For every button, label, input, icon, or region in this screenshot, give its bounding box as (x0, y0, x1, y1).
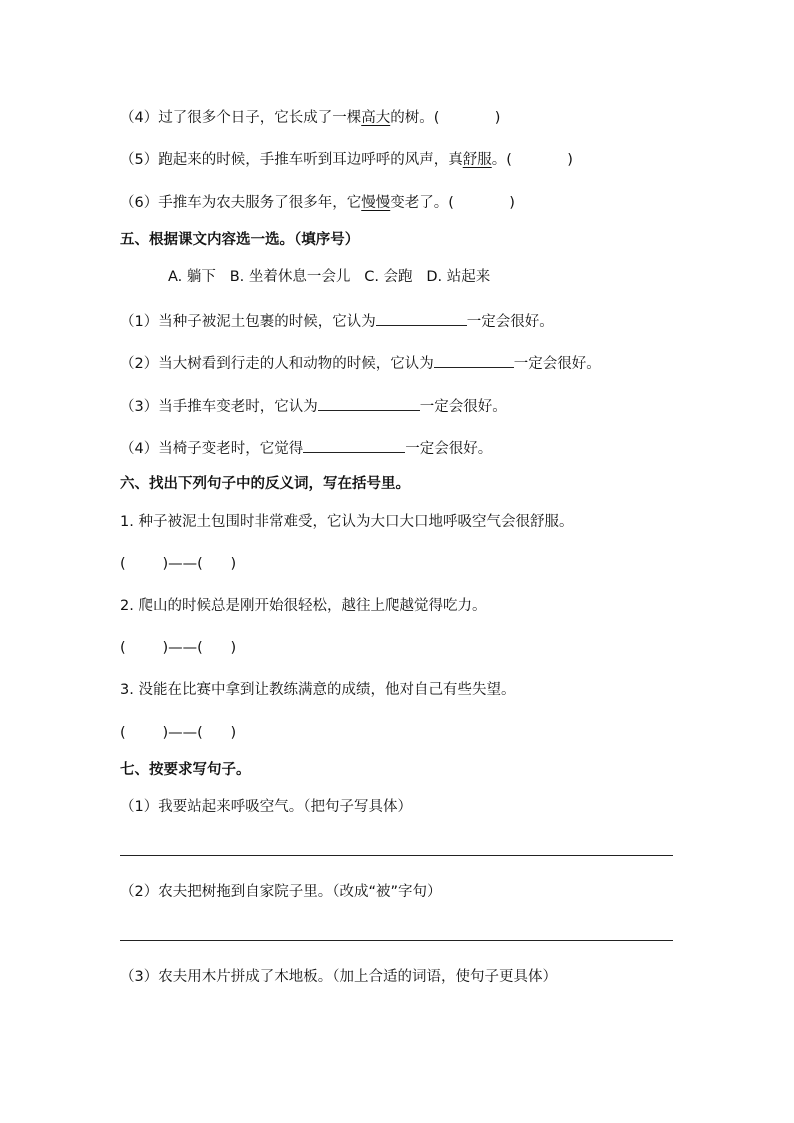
s6-sentence-1: 1. 种子被泥土包围时非常难受，它认为大口大口地呼吸空气会很舒服。 (120, 514, 574, 530)
s5-item-1: （1）当种子被泥土包裹的时候，它认为 一定会很好。 (120, 310, 554, 332)
section6-title: 六、找出下列句子中的反义词，写在括号里。 (120, 476, 410, 492)
s5-item-4: （4）当椅子变老时，它觉得 一定会很好。 (120, 437, 492, 459)
s7-item-3: （3）农夫用木片拼成了木地板。（加上合适的词语，使句子更具体） (120, 969, 557, 985)
section5-options: A. 躺下 B. 坐着休息一会儿 C. 会跑 D. 站起来 (168, 269, 491, 285)
s5-item-3: （3）当手推车变老时，它认为 一定会很好。 (120, 395, 507, 417)
s6-answer-2[interactable]: ( )——( ) (120, 640, 237, 656)
answer-blank[interactable] (434, 352, 514, 368)
s6-answer-1[interactable]: ( )——( ) (120, 556, 237, 572)
section5-title: 五、根据课文内容选一选。（填序号） (120, 232, 360, 248)
s6-sentence-2: 2. 爬山的时候总是刚开始很轻松，越往上爬越觉得吃力。 (120, 598, 487, 614)
s5-item-2: （2）当大树看到行走的人和动物的时候，它认为 一定会很好。 (120, 352, 601, 374)
answer-blank[interactable] (318, 395, 420, 411)
s6-sentence-3: 3. 没能在比赛中拿到让教练满意的成绩，他对自己有些失望。 (120, 682, 516, 698)
s7-item-2: （2）农夫把树拖到自家院子里。（改成“被”字句） (120, 884, 442, 900)
section7-title: 七、按要求写句子。 (120, 762, 251, 778)
s4-item-4: （4）过了很多个日子，它长成了一棵高大的树。( ) (120, 110, 501, 126)
answer-line-1[interactable] (120, 855, 673, 856)
answer-blank[interactable] (376, 310, 467, 326)
answer-line-2[interactable] (120, 940, 673, 941)
s6-answer-3[interactable]: ( )——( ) (120, 725, 237, 741)
s4-item-6: （6）手推车为农夫服务了很多年，它慢慢变老了。( ) (120, 195, 515, 211)
s4-item-5: （5）跑起来的时候，手推车听到耳边呼呼的风声，真舒服。( ) (120, 152, 573, 168)
s7-item-1: （1）我要站起来呼吸空气。（把句子写具体） (120, 799, 412, 815)
answer-blank[interactable] (303, 437, 405, 453)
